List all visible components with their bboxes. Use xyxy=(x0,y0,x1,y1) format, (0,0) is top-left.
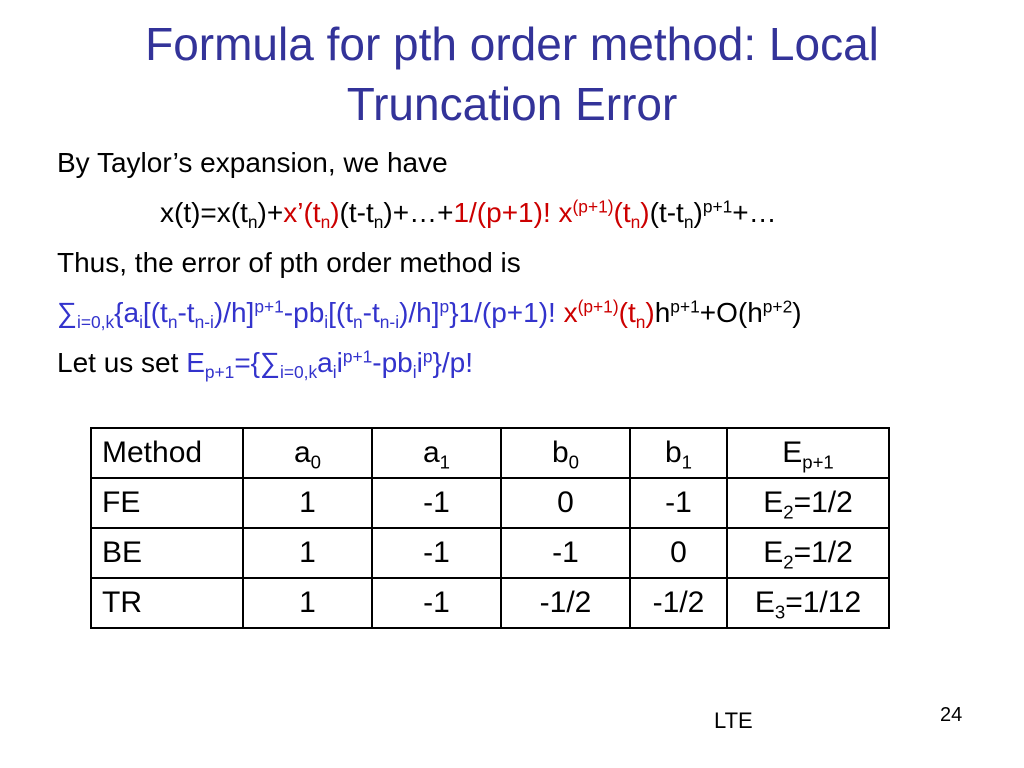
header-ep1: $E_{p+1}$ xyxy=(727,428,889,478)
method-error-table xyxy=(90,427,890,629)
taylor-expansion-formula: $x(t)=x(t_n)+x’(t_n)(t-t_n)+\dots+1/(p+1)$! $x^{(p+1)}(t_n)(t-t_n)^{p+1}+\dots$ xyxy=(160,196,777,233)
cell-error-constant: $E_3=1/12$ xyxy=(727,578,889,628)
header-b1: $b_1$ xyxy=(630,428,727,478)
cell-error-constant: $E_2=1/2$ xyxy=(727,528,889,578)
taylor-intro-text: By Taylor’s expansion, we have xyxy=(57,147,448,178)
cell-a1: -1 xyxy=(372,578,501,628)
header-a1: $a_1$ xyxy=(372,428,501,478)
slide-title: Formula for pth order method: Local Truncation Error xyxy=(145,18,879,130)
cell-b1: -1/2 xyxy=(630,578,727,628)
error-intro-text: Thus, the error of pth order method is xyxy=(57,247,521,278)
footer-label: LTE xyxy=(714,708,753,733)
cell-method: FE xyxy=(91,478,243,528)
cell-a1: -1 xyxy=(372,478,501,528)
header-b0: $b_0$ xyxy=(501,428,630,478)
cell-a0: 1 xyxy=(243,528,372,578)
cell-method: TR xyxy=(91,578,243,628)
cell-b0: -1/2 xyxy=(501,578,630,628)
table-header-row xyxy=(91,428,889,478)
cell-a1: -1 xyxy=(372,528,501,578)
constant-definition-label: Let us set xyxy=(57,347,187,378)
cell-b1: -1 xyxy=(630,478,727,528)
table-row xyxy=(91,528,889,578)
cell-b1: 0 xyxy=(630,528,727,578)
cell-b0: 0 xyxy=(501,478,630,528)
table-row xyxy=(91,478,889,528)
cell-method: BE xyxy=(91,528,243,578)
page-number: 24 xyxy=(940,704,963,726)
constant-definition: Let us set $E_{p+1}=\{\sum_{i=0,k}a_ii^{p+1}-pb_ii^p\}/p$! xyxy=(57,346,473,383)
header-a0: $a_0$ xyxy=(243,428,372,478)
error-formula: $\sum_{i=0,k}\{a_i[(t_n-t_{n-i})/h]^{p+1}-pb_i[(t_n-t_{n-i})/h]^p\}1/(p+1)$! $x^{(p+1)}(t_n)h^{p+1}+O(h^{p+2})$ xyxy=(57,296,802,333)
cell-error-constant: $E_2=1/2$ xyxy=(727,478,889,528)
cell-b0: -1 xyxy=(501,528,630,578)
header-method: Method xyxy=(91,428,243,478)
cell-a0: 1 xyxy=(243,478,372,528)
table-row xyxy=(91,578,889,628)
cell-a0: 1 xyxy=(243,578,372,628)
